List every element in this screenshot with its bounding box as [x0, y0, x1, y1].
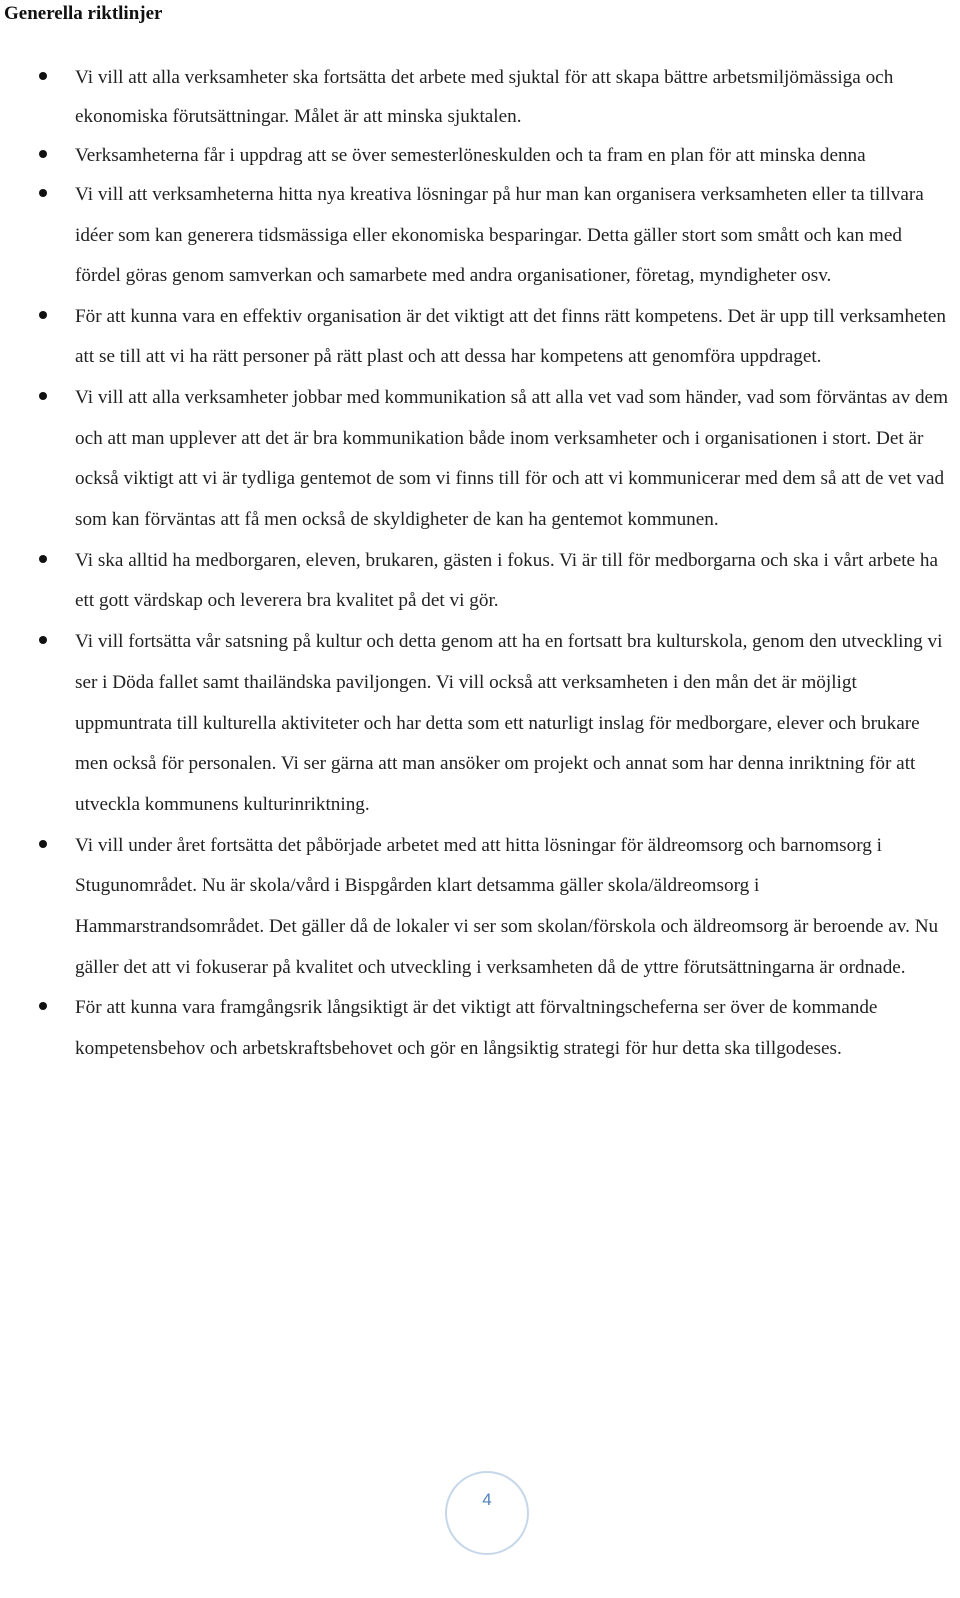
bullet-icon — [39, 72, 47, 80]
list-item — [0, 58, 960, 136]
list-item-text: Vi vill under året fortsätta det påbörjade arbetet med att hitta lösningar för äldreomsorg och barnomsorg i Stugunområdet. Nu är skola/vård i Bispgården klart detsamma gäller skola/äldreomsorg i Hammarstrandsområdet. Det gäller då de lokaler vi ser som skolan/förskola och äldreomsorg är beroende av. Nu gäller det att vi fokuserar på kvalitet och utveckling i verksamheten då de yttre förutsättningarna är ordnade. — [75, 834, 939, 978]
list-item-text: Vi vill fortsätta vår satsning på kultur och detta genom att ha en fortsatt bra kulturskola, genom den utveckling vi ser i Döda fallet samt thailändska paviljongen. Vi vill också att verksamheten i den mån det är möjligt uppmuntrata till kulturella aktiviteter och har detta som ett naturligt inslag för medborgare, elever och brukare men också för personalen. Vi ser gärna att man ansöker om projekt och annat som har denna inriktning för att utveckla kommunens kulturinriktning. — [75, 631, 943, 815]
list-item — [0, 297, 960, 378]
list-item-text: Verksamheterna får i uppdrag att se över semesterlöneskulden och ta fram en plan för att minska denna — [75, 145, 866, 166]
page-number-badge — [445, 1471, 529, 1555]
list-item-text: Vi vill att alla verksamheter jobbar med kommunikation så att alla vet vad som händer, vad som förväntas av dem och att man upplever att det är bra kommunikation både inom verksamheter och i organisationen i stort. Det är också viktigt att vi är tydliga gentemot de som vi finns till för och att vi kommunicerar med dem så att de vet vad som kan förväntas att få men också de skyldigheter de kan ha gentemot kommunen. — [75, 386, 948, 531]
bullet-icon — [39, 392, 47, 400]
page-number: 4 — [482, 1490, 492, 1509]
list-item — [0, 622, 960, 826]
list-item — [0, 378, 960, 541]
page-heading: Generella riktlinjer — [4, 3, 163, 24]
list-item — [0, 988, 960, 1069]
list-item-text: Vi ska alltid ha medborgaren, eleven, brukaren, gästen i fokus. Vi är till för medborgarna och ska i vårt arbete ha ett gott värdskap och leverera bra kvalitet på det vi gör. — [75, 549, 938, 612]
guideline-list — [0, 58, 960, 1070]
list-item — [0, 136, 960, 175]
list-item — [0, 826, 960, 989]
bullet-icon — [39, 150, 47, 158]
bullet-icon — [39, 1002, 47, 1010]
bullet-icon — [39, 840, 47, 848]
list-item — [0, 541, 960, 622]
bullet-icon — [39, 636, 47, 644]
list-item-text: För att kunna vara en effektiv organisation är det viktigt att det finns rätt kompetens. Det är upp till verksamheten att se till att vi ha rätt personer på rätt plast och att dessa har kompetens att genomföra uppdraget. — [75, 305, 947, 368]
list-item — [0, 175, 960, 297]
list-item-text: För att kunna vara framgångsrik långsiktigt är det viktigt att förvaltningscheferna ser över de kommande kompetensbehov och arbetskraftsbehovet och gör en långsiktig strategi för hur detta ska tillgodeses. — [75, 997, 878, 1060]
list-item-text: Vi vill att alla verksamheter ska fortsätta det arbete med sjuktal för att skapa bättre arbetsmiljömässiga och ekonomiska förutsättningar. Målet är att minska sjuktalen. — [75, 67, 894, 127]
bullet-icon — [39, 189, 47, 197]
bullet-icon — [39, 555, 47, 563]
list-item-text: Vi vill att verksamheterna hitta nya kreativa lösningar på hur man kan organisera verksamheten eller ta tillvara idéer som kan generera tidsmässiga eller ekonomiska besparingar. Detta gäller stort som smått och kan med fördel göras genom samverkan och samarbete med andra organisationer, företag, myndigheter osv. — [75, 184, 924, 286]
bullet-icon — [39, 311, 47, 319]
